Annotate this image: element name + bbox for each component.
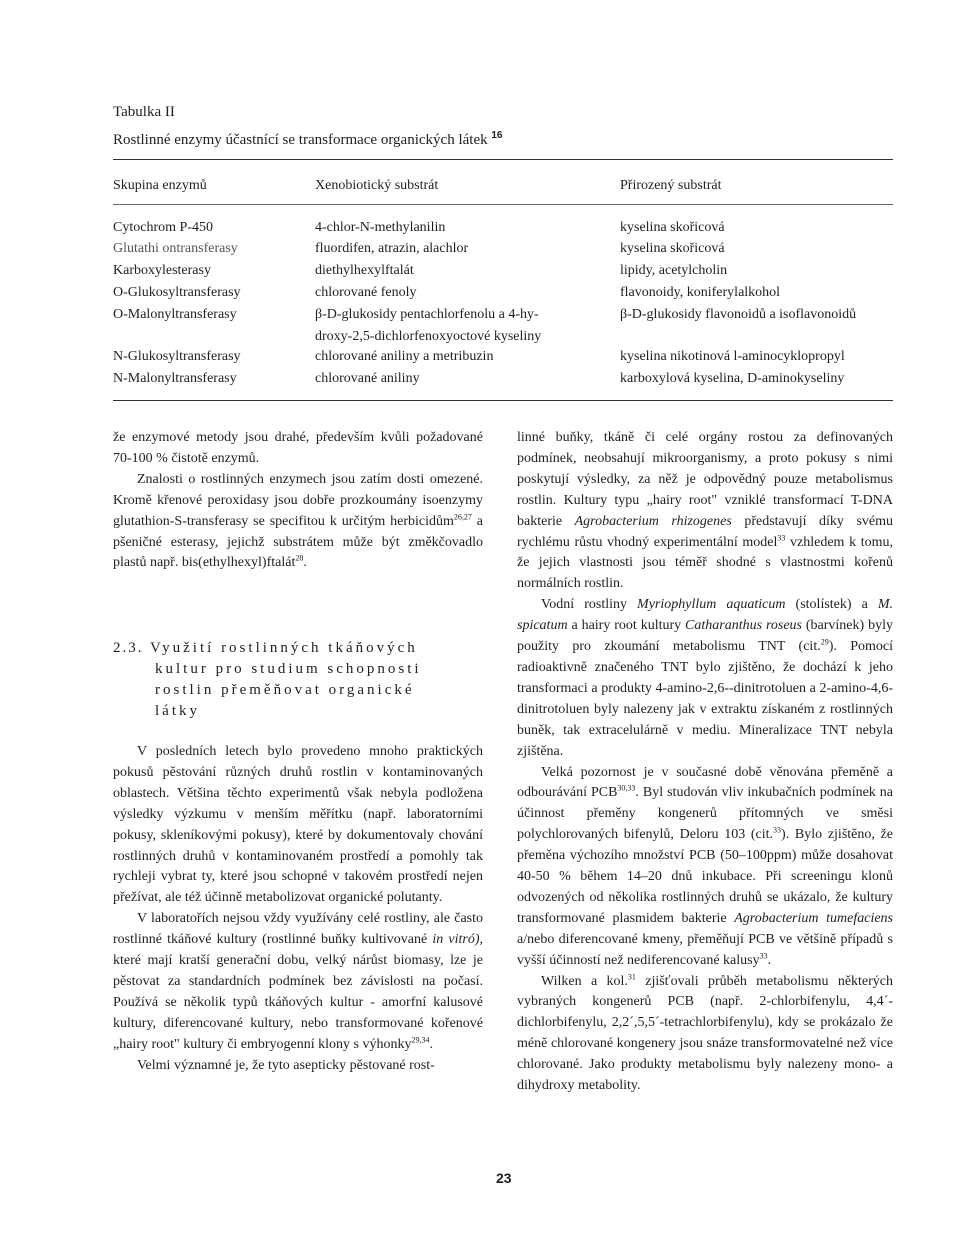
italic-text: Agrobacterium tumefaciens [734,910,893,926]
table-header-xenobiotic: Xenobiotický substrát [315,178,439,193]
italic-text: Agrobacterium rhizogenes [574,513,732,529]
section-title-line: Využití rostlinných tkáňových [149,640,418,656]
table-cell: N-Malonyltransferasy [113,371,237,386]
text-span: vzhledem k tomu, že jejich vlastnosti jsou téměř shodné s vlastnostmi kořenů normálních rostlin. [517,534,894,592]
left-column-top [113,428,483,574]
table-header-natural: Přirozený substrát [620,178,722,193]
table-cell: karboxylová kyselina, D-aminokyseliny [620,371,845,386]
paragraph [113,909,483,1055]
table-caption-text: Rostlinné enzymy účastnící se transformace organických látek [113,132,488,148]
table-cell: kyselina nikotinová l-aminocyklopropyl [620,349,845,364]
paragraph: Velmi významné je, že tyto asepticky pěstované rost- [137,1057,435,1073]
section-number: 2.3. [113,640,144,656]
paragraph: že enzymové metody jsou drahé, především kvůli požadované 70-100 % čistotě enzymů. [113,430,483,466]
table-cell: O-Malonyltransferasy [113,307,237,322]
text-span: zjišťovali průběh metabolismu některých vybraných kongenerů PCB (např. 2-chlorbifenylu, 4,4´-dichlorbifenylu, 2,2´,5,5´-tetrachlorbifenylu), kdy se prokázalo že méně chlorované kongenery jsou snáze transformovatelné než více chlorované. Jako produkty metabolismu byly nalezeny mono- a dihydroxy metabolity. [517,973,894,1094]
text-span: Wilken a kol. [541,973,628,989]
paragraph: V posledních letech bylo provedeno mnoho praktických pokusů pěstování různých druhů rostlin v kontaminovaných oblastech. Většina těchto experimentů však nebyla podložena výsledky výzkumu v menším měřítku (např. laboratorními pokusy, skleníkovými pokusy), které by dokumentovaly chování rostlinných druhů v kontaminovaném prostředí a pomohly tak rychleji vybrat ty, které jsou schopné v takovém prostředí nejen přežívat, ale též účinně metabolizovat organické polutanty. [113,744,483,906]
table-bottom-rule [113,400,893,401]
table-cell: 4-chlor-N-methylanilin [315,220,446,235]
paragraph [517,763,893,972]
reference-mark: 31 [627,971,636,981]
italic-text: Catharanthus roseus [685,618,802,634]
reference-mark: 33 [777,532,786,542]
text-span: (barvínek) byly použity pro zkoumání metabolismu TNT (cit. [517,618,893,655]
right-column [517,428,893,1097]
table-cell: O-Glukosyltransferasy [113,285,241,300]
table-caption [113,127,502,149]
text-span: Znalosti o rostlinných enzymech jsou zatím dosti omezené. Kromě křenové peroxidasy jsou dobře prozkoumány isoenzymy glutathion-S-transferasy se specifitou k určitým herbicidům [113,471,483,529]
table-cell: fluordifen, atrazin, alachlor [315,241,469,256]
table-cell: kyselina skořicová [620,241,725,256]
italic-text: M. spicatum [517,597,893,634]
text-span: představují díky svému rychlému růstu vhodný experimentální model [517,513,894,550]
page-number: 23 [496,1170,512,1186]
paragraph [517,972,893,1097]
section-title-line: kultur pro studium schopnosti [155,661,422,677]
reference-mark: 33 [773,825,782,835]
reference-mark: 29 [820,637,829,647]
reference-mark: 29,34 [411,1035,430,1045]
text-span: a/nebo diferencované kmeny, přeměňují PCB ve většině případů s vyšší účinností než nediferencované kalusy [517,931,893,968]
text-span: . [303,555,307,571]
table-cell: β-D-glukosidy pentachlorfenolu a 4-hy- [315,307,539,322]
text-span: ). Bylo zjištěno, že přeměna výchozího množství PCB (50–100ppm) může dosahovat 40-50 % během 14–20 dnů inkubace. Při screeningu klonů odvozených od několika rostlinných druhů se ukázalo, že kultury transformované plasmidem bakterie [517,827,893,926]
table-cell: kyselina skořicová [620,220,725,235]
text-span: V laboratořích nejsou vždy využívány celé rostliny, ale často rostlinné tkáňové kultury (rostlinné buňky kultivované [113,911,483,948]
text-span: Vodní rostliny [541,597,638,613]
table-cell: Cytochrom P-450 [113,220,213,235]
reference-mark: 28 [295,553,304,563]
table-cell: N-Glukosyltransferasy [113,349,241,364]
text-span: linné buňky, tkáně či celé orgány rostou za definovaných podmínek, neobsahují mikroorganismy, a proto pokusy s nimi poskytují výsledky, za něž je odpovědný pouze metabolismus rostlin. Kultury typu „hairy root" vzniklé transformací T-DNA bakterie [517,430,893,529]
section-heading [113,638,483,722]
text-span: které mají kratší generační dobu, velký nárůst biomasy, lze je pěstovat za standardních podmínek bez závislosti na počasí. Používá se několik typů tkáňových kultur - amorfní kalusové kultury, diferencované kultury, nebo transformované kořenové „hairy root" kultury či embryogenní klony s výhonky [113,953,483,1052]
section-title-line: látky [155,703,200,719]
table-cell: diethylhexylftalát [315,263,414,278]
text-span: . [429,1036,433,1052]
table-cell: chlorované fenoly [315,285,417,300]
table-header-rule [113,204,893,205]
text-span: Velká pozornost je v současné době věnována přeměně a odbourávání PCB [517,764,893,801]
text-span: a pšeničné esterasy, jejichž substrátem může být změkčovadlo plastů např. bis(ethylhexyl)ftalát [113,513,483,571]
text-span: ). Pomocí radioaktivně značeného TNT bylo zjištěno, že dochází k jeho transformaci a produkty 4-amino-2,6--dinitrotoluen a 2-amino-4,6-dinitrotoluen byly nalezeny jak v extraktu získaném z rostlinných buněk, tak extracelulárně v mediu. Mineralizace TNT nebyla zjištěna. [517,639,893,759]
paragraph [517,428,893,595]
italic-text: in vitró), [432,932,483,948]
text-span: . [767,952,772,968]
reference-mark: 30,33 [617,783,636,793]
table-cell: lipidy, acetylcholin [620,263,728,278]
italic-text: Myriophyllum aquaticum [637,597,786,613]
table-cell: β-D-glukosidy flavonoidů a isoflavonoidů [620,307,857,322]
table-label: Tabulka II [113,104,175,120]
table-header-enzyme-group: Skupina enzymů [113,178,207,193]
text-span: . Byl studován vliv inkubačních podmínek na účinnost přeměny kongenerů přítomných ve směsi polychlorovaných bifenylů, Deloru 103 (cit. [517,785,893,843]
table-cell: flavonoidy, koniferylalkohol [620,285,781,300]
text-span: a hairy root kultury [567,618,686,634]
table-cell: Glutathi ontransferasy [113,241,238,256]
table-cell: Karboxylesterasy [113,263,211,278]
text-span: (stolístek) a [785,597,878,613]
reference-mark: 33 [759,951,768,960]
reference-mark: 26,27 [453,511,472,521]
table-cell: chlorované aniliny [315,371,420,386]
paragraph [517,595,893,762]
table-caption-ref: 16 [491,130,503,141]
table-cell: droxy-2,5-dichlorfenoxyoctové kyseliny [315,329,542,344]
section-title-line: rostlin přeměňovat organické [155,682,415,698]
paragraph [113,470,483,575]
table-top-rule [113,159,893,160]
table-cell: chlorované aniliny a metribuzin [315,349,494,364]
left-column-bottom [113,742,483,1077]
